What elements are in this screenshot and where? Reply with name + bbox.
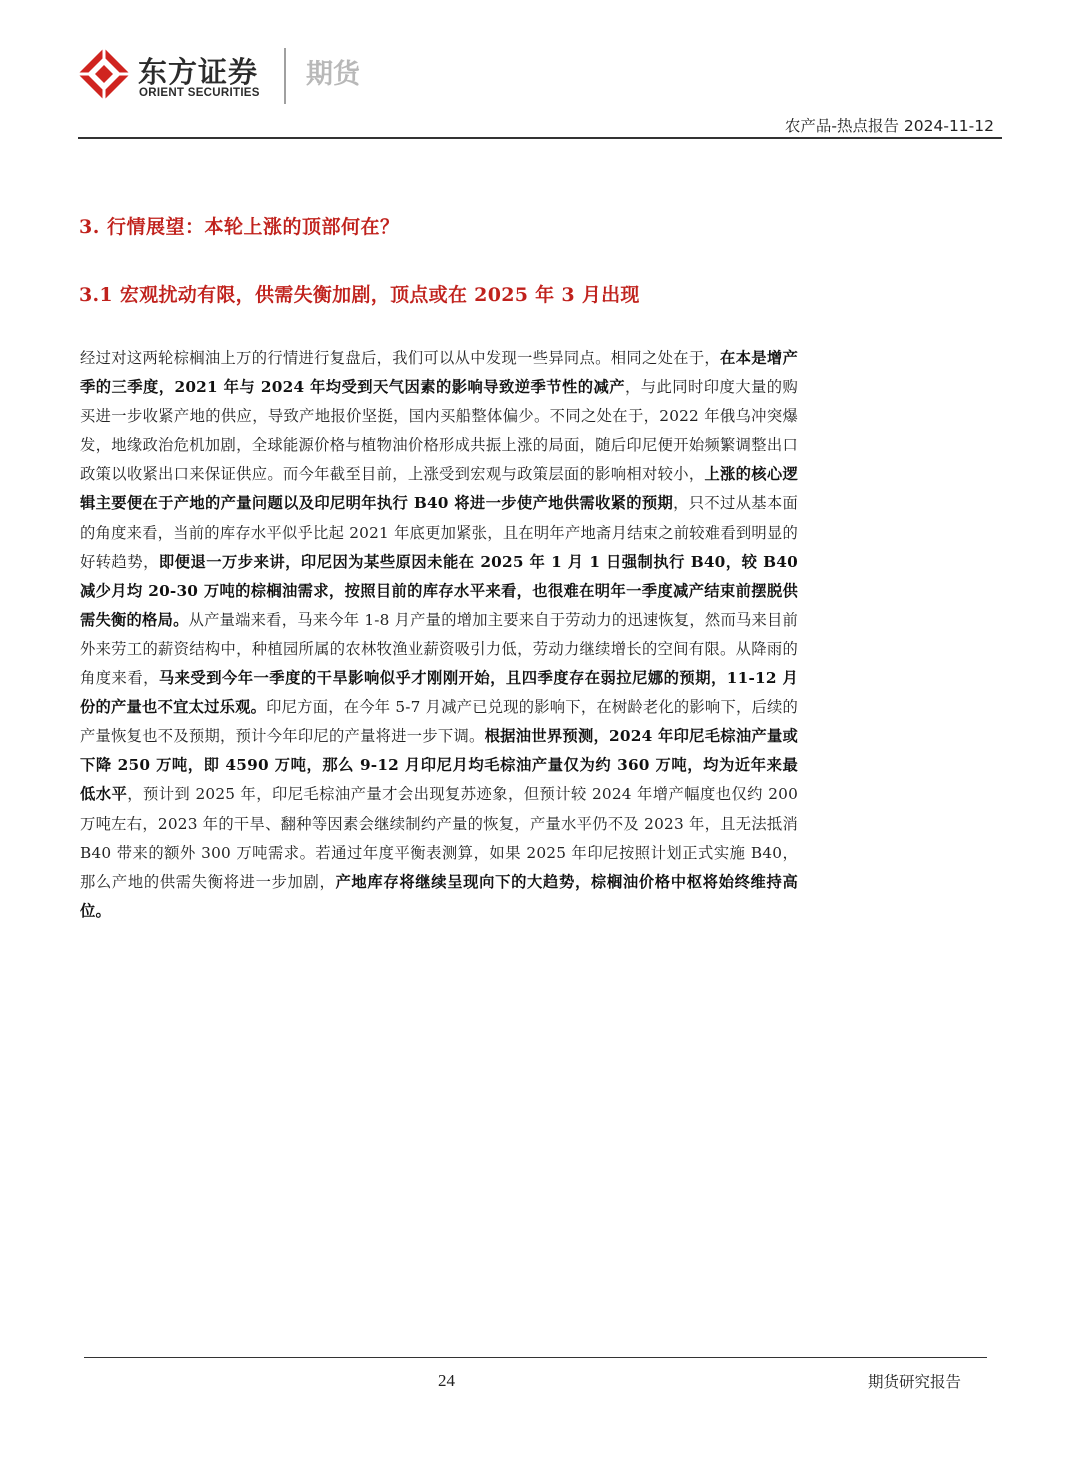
body-text-run: ，预计到 2025 年，印尼毛棕油产量才会出现复苏迹象，但预计较 2024 年增产幅度也仅约 200 万吨左右，2023 年的干旱、翻种等因素会继续制约产量的恢复，产量水平仍不及 2023 年，且无法抵消 B40 带来的额外 300 万吨需求。若通过年度平衡表测算，如果 2025 年印尼按照计划正式实施 B40，那么产地的供需失衡将进一步加剧， [80, 785, 798, 891]
emphasis-text: 上涨的核心逻辑主要便在于产地的产量问题以及印尼明年执行 B40 将进一步使产地供需收紧的预期 [80, 465, 798, 513]
emphasis-text: 即便退一万步来讲，印尼因为某些原因未能在 2025 年 1 月 1 日强制执行 B40，较 B40 减少月均 20-30 万吨的棕榈油需求，按照目前的库存水平来看，也很难在明年一季度减产结束前摆脱供需失衡的格局。 [80, 552, 798, 629]
report-tag: 农产品-热点报告 2024-11-12 [784, 117, 994, 135]
body-text-run: 经过对这两轮棕榈油上万的行情进行复盘后，我们可以从中发现一些异同点。相同之处在于， [80, 349, 721, 367]
emphasis-text: 根据油世界预测，2024 年印尼毛棕油产量或下降 250 万吨，即 4590 万吨，那么 9-12 月印尼月均毛棕油产量仅为约 360 万吨，均为近年来最低水平 [80, 727, 799, 804]
section-subheading: 3.1 宏观扰动有限，供需失衡加剧，顶点或在 2025 年 3 月出现 [79, 284, 640, 306]
footer-label: 期货研究报告 [867, 1373, 961, 1391]
brand-name-cn: 东方证券 [138, 55, 259, 89]
header-rule [78, 137, 1002, 139]
page-number: 24 [438, 1371, 455, 1390]
body-paragraph [80, 344, 798, 926]
body-text-run: 从产量端来看，马来今年 1-8 月产量的增加主要来自于劳动力的迅速恢复，然而马来目前外来劳工的薪资结构中，种植园所属的农林牧渔业薪资吸引力低，劳动力继续增长的空间有限。从降雨的角度来看， [80, 610, 799, 688]
brand-logo [76, 46, 376, 108]
brand-subdivision: 期货 [306, 59, 360, 90]
body-text-run: ，与此同时印度大量的购买进一步收紧产地的供应，导致产地报价坚挺，国内买船整体偏少。不同之处在于，2022 年俄乌冲突爆发，地缘政治危机加剧，全球能源价格与植物油价格形成共振上涨的局面，随后印尼便开始频繁调整出口政策以收紧出口来保证供应。而今年截至目前，上涨受到宏观与政策层面的影响相对较小， [80, 378, 798, 484]
orient-logo-icon [76, 46, 132, 102]
body-text-run: ，只不过从基本面的角度来看，当前的库存水平似乎比起 2021 年底更加紧张，且在明年产地斋月结束之前较难看到明显的好转趋势， [80, 494, 798, 571]
emphasis-text: 在本是增产季的三季度，2021 年与 2024 年均受到天气因素的影响导致逆季节性的减产 [80, 349, 798, 397]
brand-name-en: ORIENT SECURITIES [139, 87, 260, 99]
body-text-run: 印尼方面，在今年 5-7 月减产已兑现的影响下，在树龄老化的影响下，后续的产量恢复也不及预期，预计今年印尼的产量将进一步下调。 [80, 698, 798, 746]
footer-rule [84, 1357, 987, 1358]
emphasis-text: 马来受到今年一季度的干旱影响似乎才刚刚开始，且四季度存在弱拉尼娜的预期，11-12 月份的产量也不宜太过乐观。 [80, 669, 798, 717]
emphasis-text: 产地库存将继续呈现向下的大趋势，棕榈油价格中枢将始终维持高位。 [80, 872, 798, 920]
logo-divider [284, 48, 286, 104]
section-heading: 3. 行情展望：本轮上涨的顶部何在？ [79, 216, 400, 238]
